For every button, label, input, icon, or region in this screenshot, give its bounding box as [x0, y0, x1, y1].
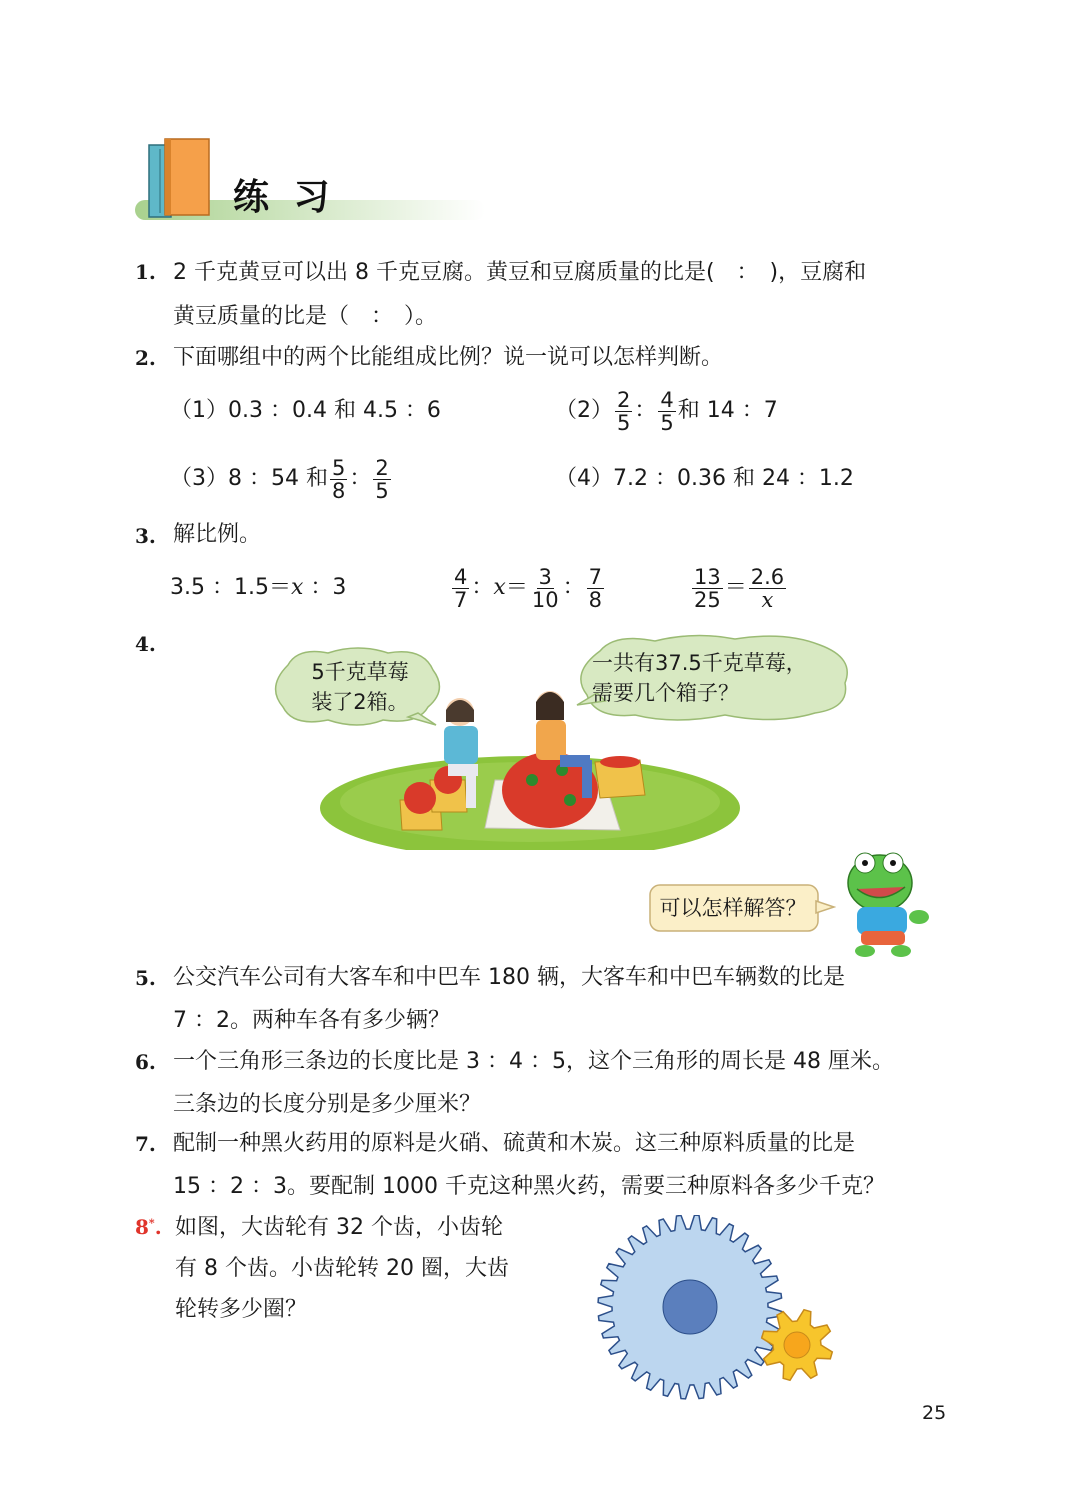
fraction: [452, 566, 469, 611]
fraction: [330, 457, 347, 502]
denominator: x: [761, 587, 774, 612]
denominator: 5: [660, 410, 674, 435]
large-gear-icon: [598, 1215, 782, 1399]
variable: x: [290, 575, 304, 600]
colon: ：: [562, 575, 585, 600]
denominator: 5: [375, 478, 389, 503]
question-number-dot: .: [154, 1215, 162, 1239]
question-number: 7.: [135, 1132, 156, 1156]
fraction: [658, 389, 675, 434]
equals: ＝: [724, 575, 747, 600]
question-text: 黄豆质量的比是（ ： ）。: [173, 304, 438, 329]
question-text: 2 千克黄豆可以出 8 千克豆腐。黄豆和豆腐质量的比是( ： )，豆腐和: [173, 260, 867, 285]
equals: ＝: [505, 575, 528, 600]
colon: ：: [634, 398, 657, 423]
book-icon: [145, 135, 215, 220]
question-number: 4.: [135, 632, 156, 656]
sub-item: （4）7.2 ：0.36 和 24 ：1.2: [555, 466, 854, 491]
sub-item-text: 和 14 ：7: [677, 398, 778, 423]
denominator: 25: [694, 587, 721, 612]
question-text: 解比例。: [173, 522, 262, 547]
numerator: 2: [375, 455, 389, 480]
question-text: 7 ：2。两种车各有多少辆？: [173, 1008, 450, 1033]
numerator: 2: [617, 387, 631, 412]
gears-illustration: [595, 1215, 835, 1400]
denominator: 8: [331, 478, 346, 503]
question-text: 轮转多少圈？: [175, 1297, 308, 1322]
question-text: 配制一种黑火药用的原料是火硝、硫黄和木炭。这三种原料质量的比是: [173, 1131, 856, 1156]
question-text: 下面哪组中的两个比能组成比例？说一说可以怎样判断。: [173, 345, 724, 370]
speech-bubble-left: [280, 653, 440, 721]
fraction: [615, 389, 632, 434]
numerator: 5: [331, 455, 346, 480]
frog-mascot-icon: [835, 845, 935, 960]
numerator: 2.6: [750, 564, 785, 589]
question-text: 公交汽车公司有大客车和中巴车 180 辆，大客车和中巴车辆数的比是: [173, 965, 845, 990]
bubble-text: 一共有37.5千克草莓，: [592, 651, 807, 675]
fraction: [530, 566, 561, 611]
numerator: 4: [454, 564, 468, 589]
variable: x: [493, 575, 506, 600]
fraction: [692, 566, 723, 611]
denominator: 7: [454, 587, 468, 612]
question-number: [135, 1215, 162, 1239]
denominator: 5: [617, 410, 631, 435]
numerator: 7: [588, 564, 602, 589]
speech-bubble-right: [592, 642, 847, 714]
colon: ：: [349, 466, 372, 491]
question-text: 一个三角形三条边的长度比是 3 ：4 ：5，这个三角形的周长是 48 厘米。: [173, 1049, 894, 1074]
optional-star: *: [148, 1216, 155, 1230]
denominator: 8: [588, 587, 602, 612]
fraction: [587, 566, 604, 611]
bubble-text: 装了2箱。: [311, 690, 409, 714]
question-number: 6.: [135, 1050, 156, 1074]
fraction: [373, 457, 390, 502]
question-text: 15 ：2 ：3。要配制 1000 千克这种黑火药，需要三种原料各多少千克？: [173, 1174, 885, 1199]
question-number: 5.: [135, 966, 156, 990]
question-text: 如图，大齿轮有 32 个齿，小齿轮: [175, 1215, 503, 1240]
fraction: [749, 566, 786, 611]
page-number: 25: [922, 1402, 947, 1424]
sub-item: [170, 455, 393, 503]
question-number: 1.: [135, 260, 156, 284]
equation: [170, 573, 346, 603]
question-text: 三条边的长度分别是多少厘米？: [173, 1092, 482, 1117]
equation: [690, 563, 788, 613]
numerator: 4: [660, 387, 674, 412]
numerator: 3: [538, 564, 552, 589]
equation: [450, 563, 606, 613]
denominator: 10: [531, 587, 559, 612]
sub-item: （1）0.3 ：0.4 和 4.5 ：6: [170, 398, 441, 423]
question-number: 2.: [135, 346, 156, 370]
bubble-text: 需要几个箱子？: [592, 681, 739, 705]
section-header: [135, 135, 495, 225]
small-gear-icon: [762, 1310, 833, 1381]
question-number: 3.: [135, 524, 156, 548]
bubble-text: 5千克草莓: [311, 660, 409, 684]
equation-part: 3.5 ：1.5＝: [170, 575, 291, 600]
frog-speech-bubble: 可以怎样解答？: [659, 896, 807, 920]
page-title: 练 习: [233, 177, 336, 218]
equation-part: ：3: [303, 575, 347, 600]
colon: ：: [471, 575, 494, 600]
question-text: 有 8 个齿。小齿轮转 20 圈，大齿: [175, 1256, 509, 1281]
question-number-digit: 8: [135, 1215, 149, 1239]
sub-item-label: （3）8 ：54 和: [170, 466, 328, 491]
sub-item-label: （2）: [555, 398, 613, 423]
numerator: 13: [694, 564, 721, 589]
sub-item: [555, 387, 778, 435]
